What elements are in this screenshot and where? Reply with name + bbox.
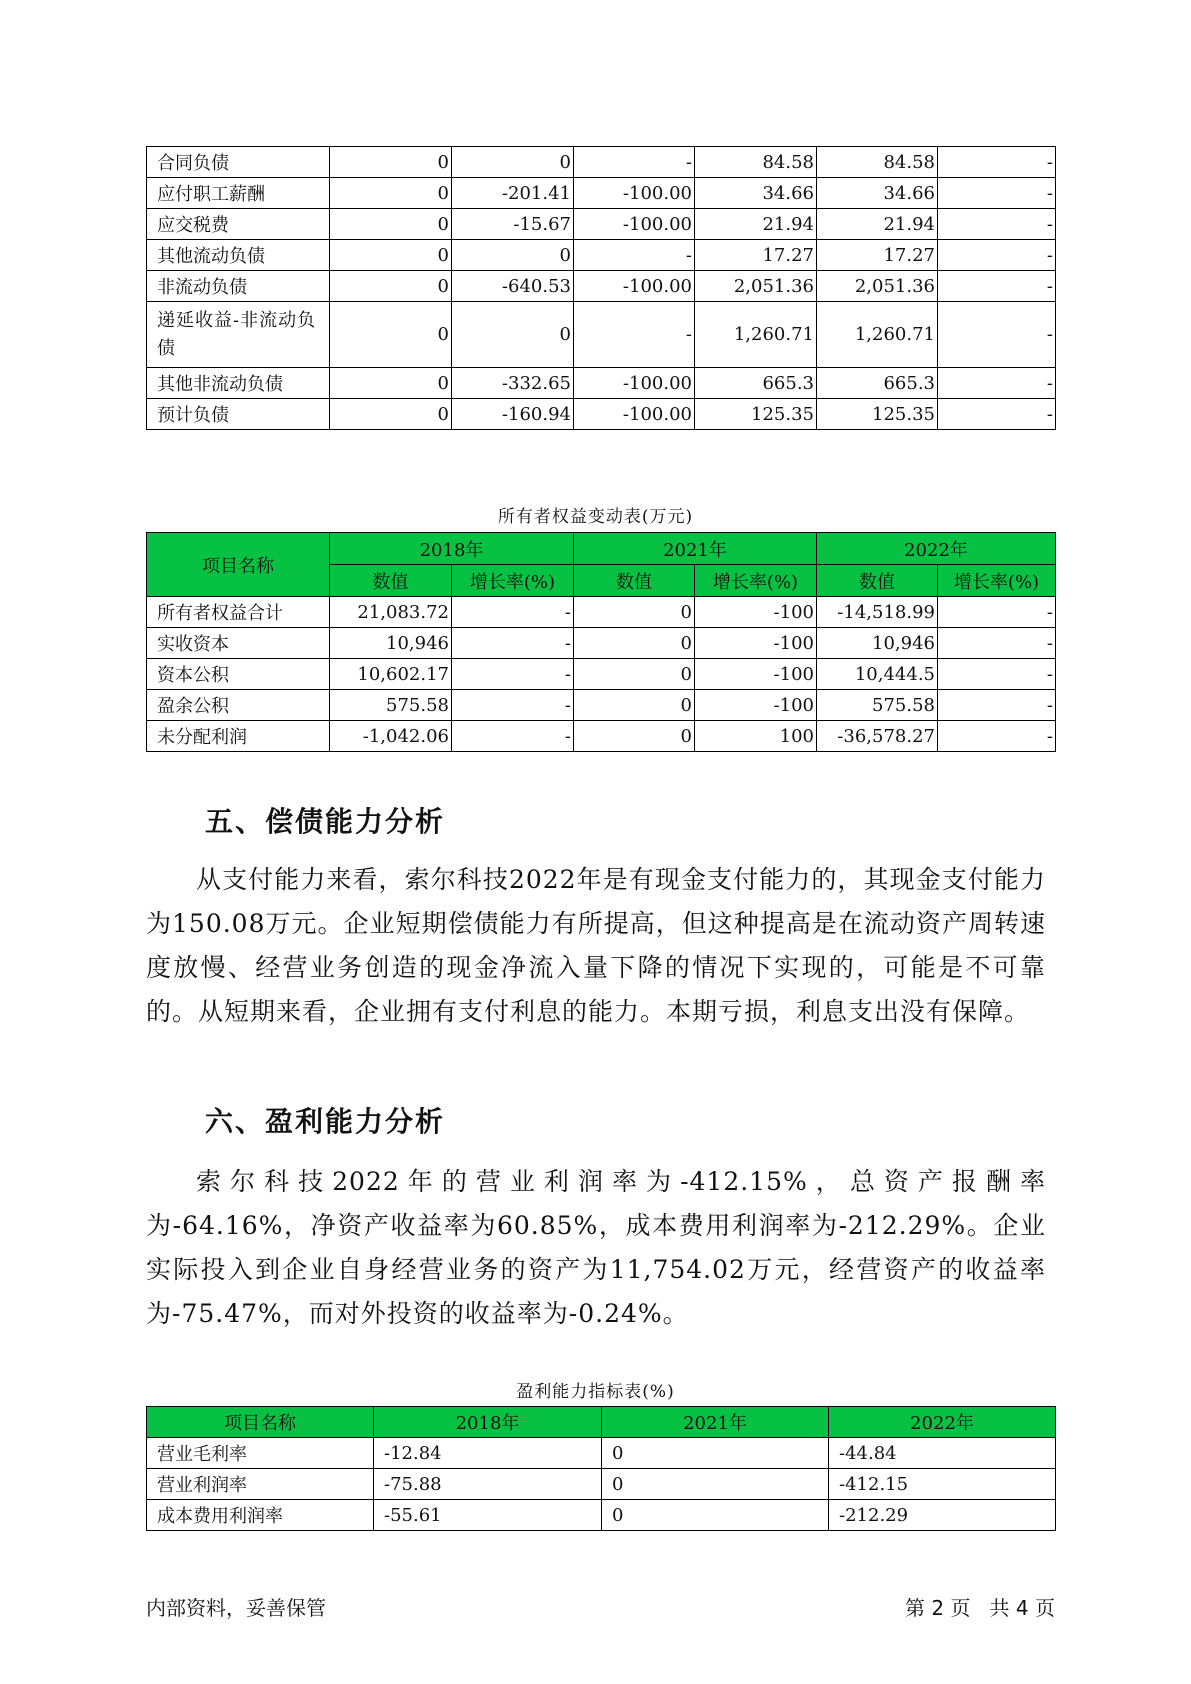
header-growth: 增长率(%) (452, 565, 574, 597)
table-row: 递延收益-非流动负债 0 0 - 1,260.71 1,260.71 - (147, 302, 1056, 368)
row-label: 合同负债 (147, 147, 330, 178)
equity-table-caption: 所有者权益变动表(万元) (497, 507, 694, 527)
header-year: 2022年 (817, 533, 1056, 565)
row-label: 所有者权益合计 (147, 597, 330, 628)
table-row: 资本公积 10,602.17 - 0 -100 10,444.5 - (147, 659, 1056, 690)
header-item-name: 项目名称 (147, 533, 330, 597)
row-label: 应付职工薪酬 (147, 178, 330, 209)
table-row: 营业毛利率 -12.84 0 -44.84 (147, 1438, 1056, 1469)
table-row: 其他流动负债 0 0 - 17.27 17.27 - (147, 240, 1056, 271)
row-label: 实收资本 (147, 628, 330, 659)
table-row: 营业利润率 -75.88 0 -412.15 (147, 1469, 1056, 1500)
table-row: 非流动负债 0 -640.53 -100.00 2,051.36 2,051.36 - (147, 271, 1056, 302)
row-label: 资本公积 (147, 659, 330, 690)
header-value: 数值 (574, 565, 695, 597)
row-label: 营业毛利率 (147, 1438, 374, 1469)
header-year: 2021年 (574, 533, 817, 565)
table-row: 应交税费 0 -15.67 -100.00 21.94 21.94 - (147, 209, 1056, 240)
row-label: 非流动负债 (147, 271, 330, 302)
paragraph-profitability: 索尔科技2022年的营业利润率为-412.15%，总资产报酬率为-64.16%，净资产收益率为60.85%，成本费用利润率为-212.29%。企业实际投入到企业自身经营业务的资产为11,754.02万元，经营资产的收益率为-75.47%，而对外投资的收益率为-0.24%。 (146, 1167, 1046, 1328)
table-row: 应付职工薪酬 0 -201.41 -100.00 34.66 34.66 - (147, 178, 1056, 209)
row-label: 盈余公积 (147, 690, 330, 721)
liabilities-table (146, 146, 1056, 430)
table-row: 实收资本 10,946 - 0 -100 10,946 - (147, 628, 1056, 659)
header-year: 2018年 (330, 533, 574, 565)
row-label: 应交税费 (147, 209, 330, 240)
row-label: 其他非流动负债 (147, 368, 330, 399)
table-row: 所有者权益合计 21,083.72 - 0 -100 -14,518.99 - (147, 597, 1056, 628)
header-year: 2022年 (829, 1407, 1056, 1438)
equity-table (146, 532, 1056, 752)
table-row: 其他非流动负债 0 -332.65 -100.00 665.3 665.3 - (147, 368, 1056, 399)
header-year: 2021年 (602, 1407, 829, 1438)
footer-confidential-note: 内部资料，妥善保管 (146, 1596, 326, 1620)
paragraph-solvency: 从支付能力来看，索尔科技2022年是有现金支付能力的，其现金支付能力为150.08万元。企业短期偿债能力有所提高，但这种提高是在流动资产周转速度放慢、经营业务创造的现金净流入量下降的情况下实现的，可能是不可靠的。从短期来看，企业拥有支付利息的能力。本期亏损，利息支出没有保障。 (146, 865, 1046, 1026)
table-row: 成本费用利润率 -55.61 0 -212.29 (147, 1500, 1056, 1531)
header-value: 数值 (330, 565, 452, 597)
header-year: 2018年 (374, 1407, 602, 1438)
section-heading-solvency: 五、偿债能力分析 (205, 805, 446, 838)
header-growth: 增长率(%) (938, 565, 1056, 597)
section-heading-profitability: 六、盈利能力分析 (205, 1105, 446, 1138)
row-label: 营业利润率 (147, 1469, 374, 1500)
table-row: 盈余公积 575.58 - 0 -100 575.58 - (147, 690, 1056, 721)
row-label: 其他流动负债 (147, 240, 330, 271)
table-row: 未分配利润 -1,042.06 - 0 100 -36,578.27 - (147, 721, 1056, 752)
row-label: 成本费用利润率 (147, 1500, 374, 1531)
row-label: 预计负债 (147, 399, 330, 430)
row-label: 递延收益-非流动负债 (147, 302, 330, 368)
row-label: 未分配利润 (147, 721, 330, 752)
profit-table (146, 1406, 1056, 1531)
table-row: 合同负债 0 0 - 84.58 84.58 - (147, 147, 1056, 178)
table-row: 预计负债 0 -160.94 -100.00 125.35 125.35 - (147, 399, 1056, 430)
header-value: 数值 (817, 565, 938, 597)
footer-page-number: 第 2 页 共 4 页 (905, 1596, 1055, 1620)
header-growth: 增长率(%) (695, 565, 817, 597)
profit-table-caption: 盈利能力指标表(%) (516, 1382, 675, 1402)
header-item-name: 项目名称 (147, 1407, 374, 1438)
